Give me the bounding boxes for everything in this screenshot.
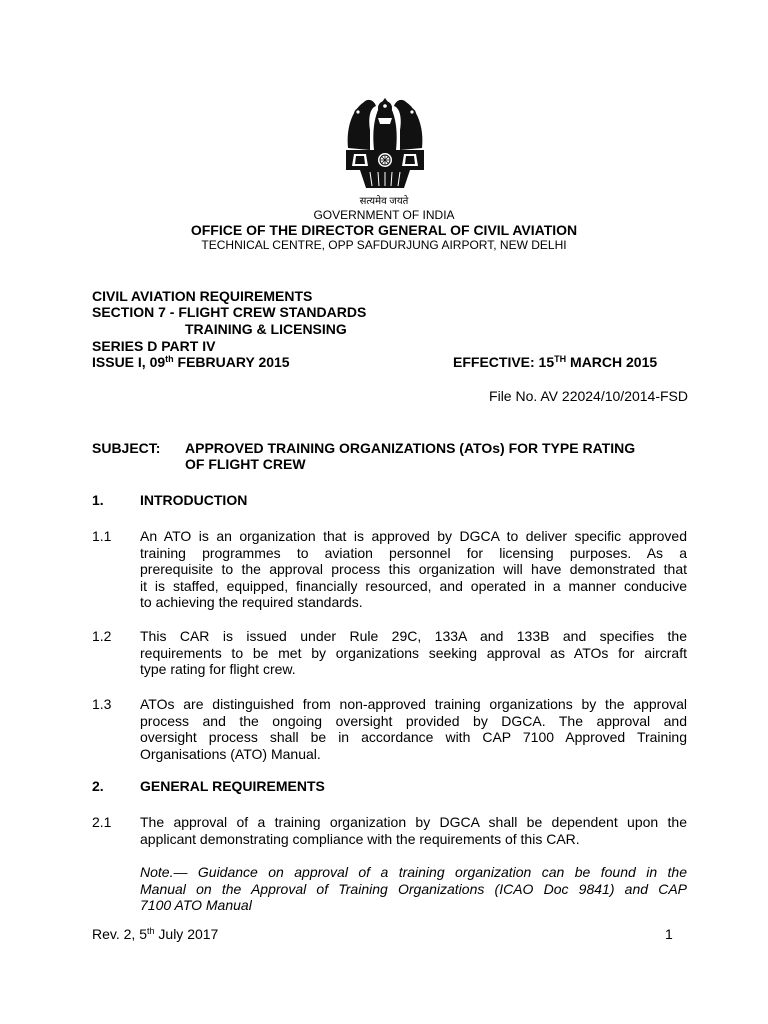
car-subsection: TRAINING & LICENSING bbox=[185, 321, 347, 337]
car-title: CIVIL AVIATION REQUIREMENTS bbox=[92, 288, 313, 304]
car-section: SECTION 7 - FLIGHT CREW STANDARDS bbox=[92, 304, 367, 320]
government-name: GOVERNMENT OF INDIA bbox=[313, 208, 455, 222]
national-emblem-icon bbox=[340, 88, 430, 200]
para-1-3-number: 1.3 bbox=[92, 696, 112, 712]
para-1-1-number: 1.1 bbox=[92, 528, 112, 544]
revision-info: Rev. 2, 5th July 2017 bbox=[92, 926, 219, 942]
office-address: TECHNICAL CENTRE, OPP SAFDURJUNG AIRPORT, NEW DELHI bbox=[201, 238, 567, 252]
subject-line-2: OF FLIGHT CREW bbox=[185, 456, 306, 472]
para-1-1: An ATO is an organization that is approved by DGCA to deliver specific approved training programmes to aviation personnel for licensing purposes. As a prerequisite to the approval process this organization will have demonstrated that it is staffed, equipped, financially resourced, and operated in a manner conducive to achieving the required standards. bbox=[140, 528, 687, 611]
section-2-title: GENERAL REQUIREMENTS bbox=[140, 778, 325, 794]
car-series: SERIES D PART IV bbox=[92, 338, 216, 354]
office-title: OFFICE OF THE DIRECTOR GENERAL OF CIVIL AVIATION bbox=[190, 222, 578, 238]
subject-line-1: APPROVED TRAINING ORGANIZATIONS (ATOs) FOR TYPE RATING bbox=[185, 440, 636, 456]
effective-date: EFFECTIVE: 15TH MARCH 2015 bbox=[453, 354, 658, 370]
file-number: File No. AV 22024/10/2014-FSD bbox=[489, 388, 688, 404]
issue-date: ISSUE I, 09th FEBRUARY 2015 bbox=[92, 354, 290, 370]
para-2-1-number: 2.1 bbox=[92, 814, 112, 830]
para-2-1: The approval of a training organization by DGCA shall be dependent upon the applicant demonstrating compliance with the requirements of this CAR. bbox=[140, 814, 687, 847]
section-1-number: 1. bbox=[92, 492, 104, 508]
emblem-motto: सत्यमेव जयते bbox=[359, 196, 409, 207]
section-1-title: INTRODUCTION bbox=[140, 492, 248, 508]
para-1-3: ATOs are distinguished from non-approved training organizations by the approval process and the ongoing oversight provided by DGCA. The approval and oversight process shall be in accordance with CAP 7100 Approved Training Organisations (ATO) Manual. bbox=[140, 696, 687, 762]
guidance-note: Note.— Guidance on approval of a training organization can be found in the Manual on the Approval of Training Organizations (ICAO Doc 9841) and CAP 7100 ATO Manual bbox=[140, 864, 687, 914]
para-1-2: This CAR is issued under Rule 29C, 133A and 133B and specifies the requirements to be met by organizations seeking approval as ATOs for aircraft type rating for flight crew. bbox=[140, 628, 687, 678]
subject-label: SUBJECT: bbox=[92, 440, 161, 456]
section-2-number: 2. bbox=[92, 778, 104, 794]
para-1-2-number: 1.2 bbox=[92, 628, 112, 644]
page-number: 1 bbox=[665, 926, 673, 942]
